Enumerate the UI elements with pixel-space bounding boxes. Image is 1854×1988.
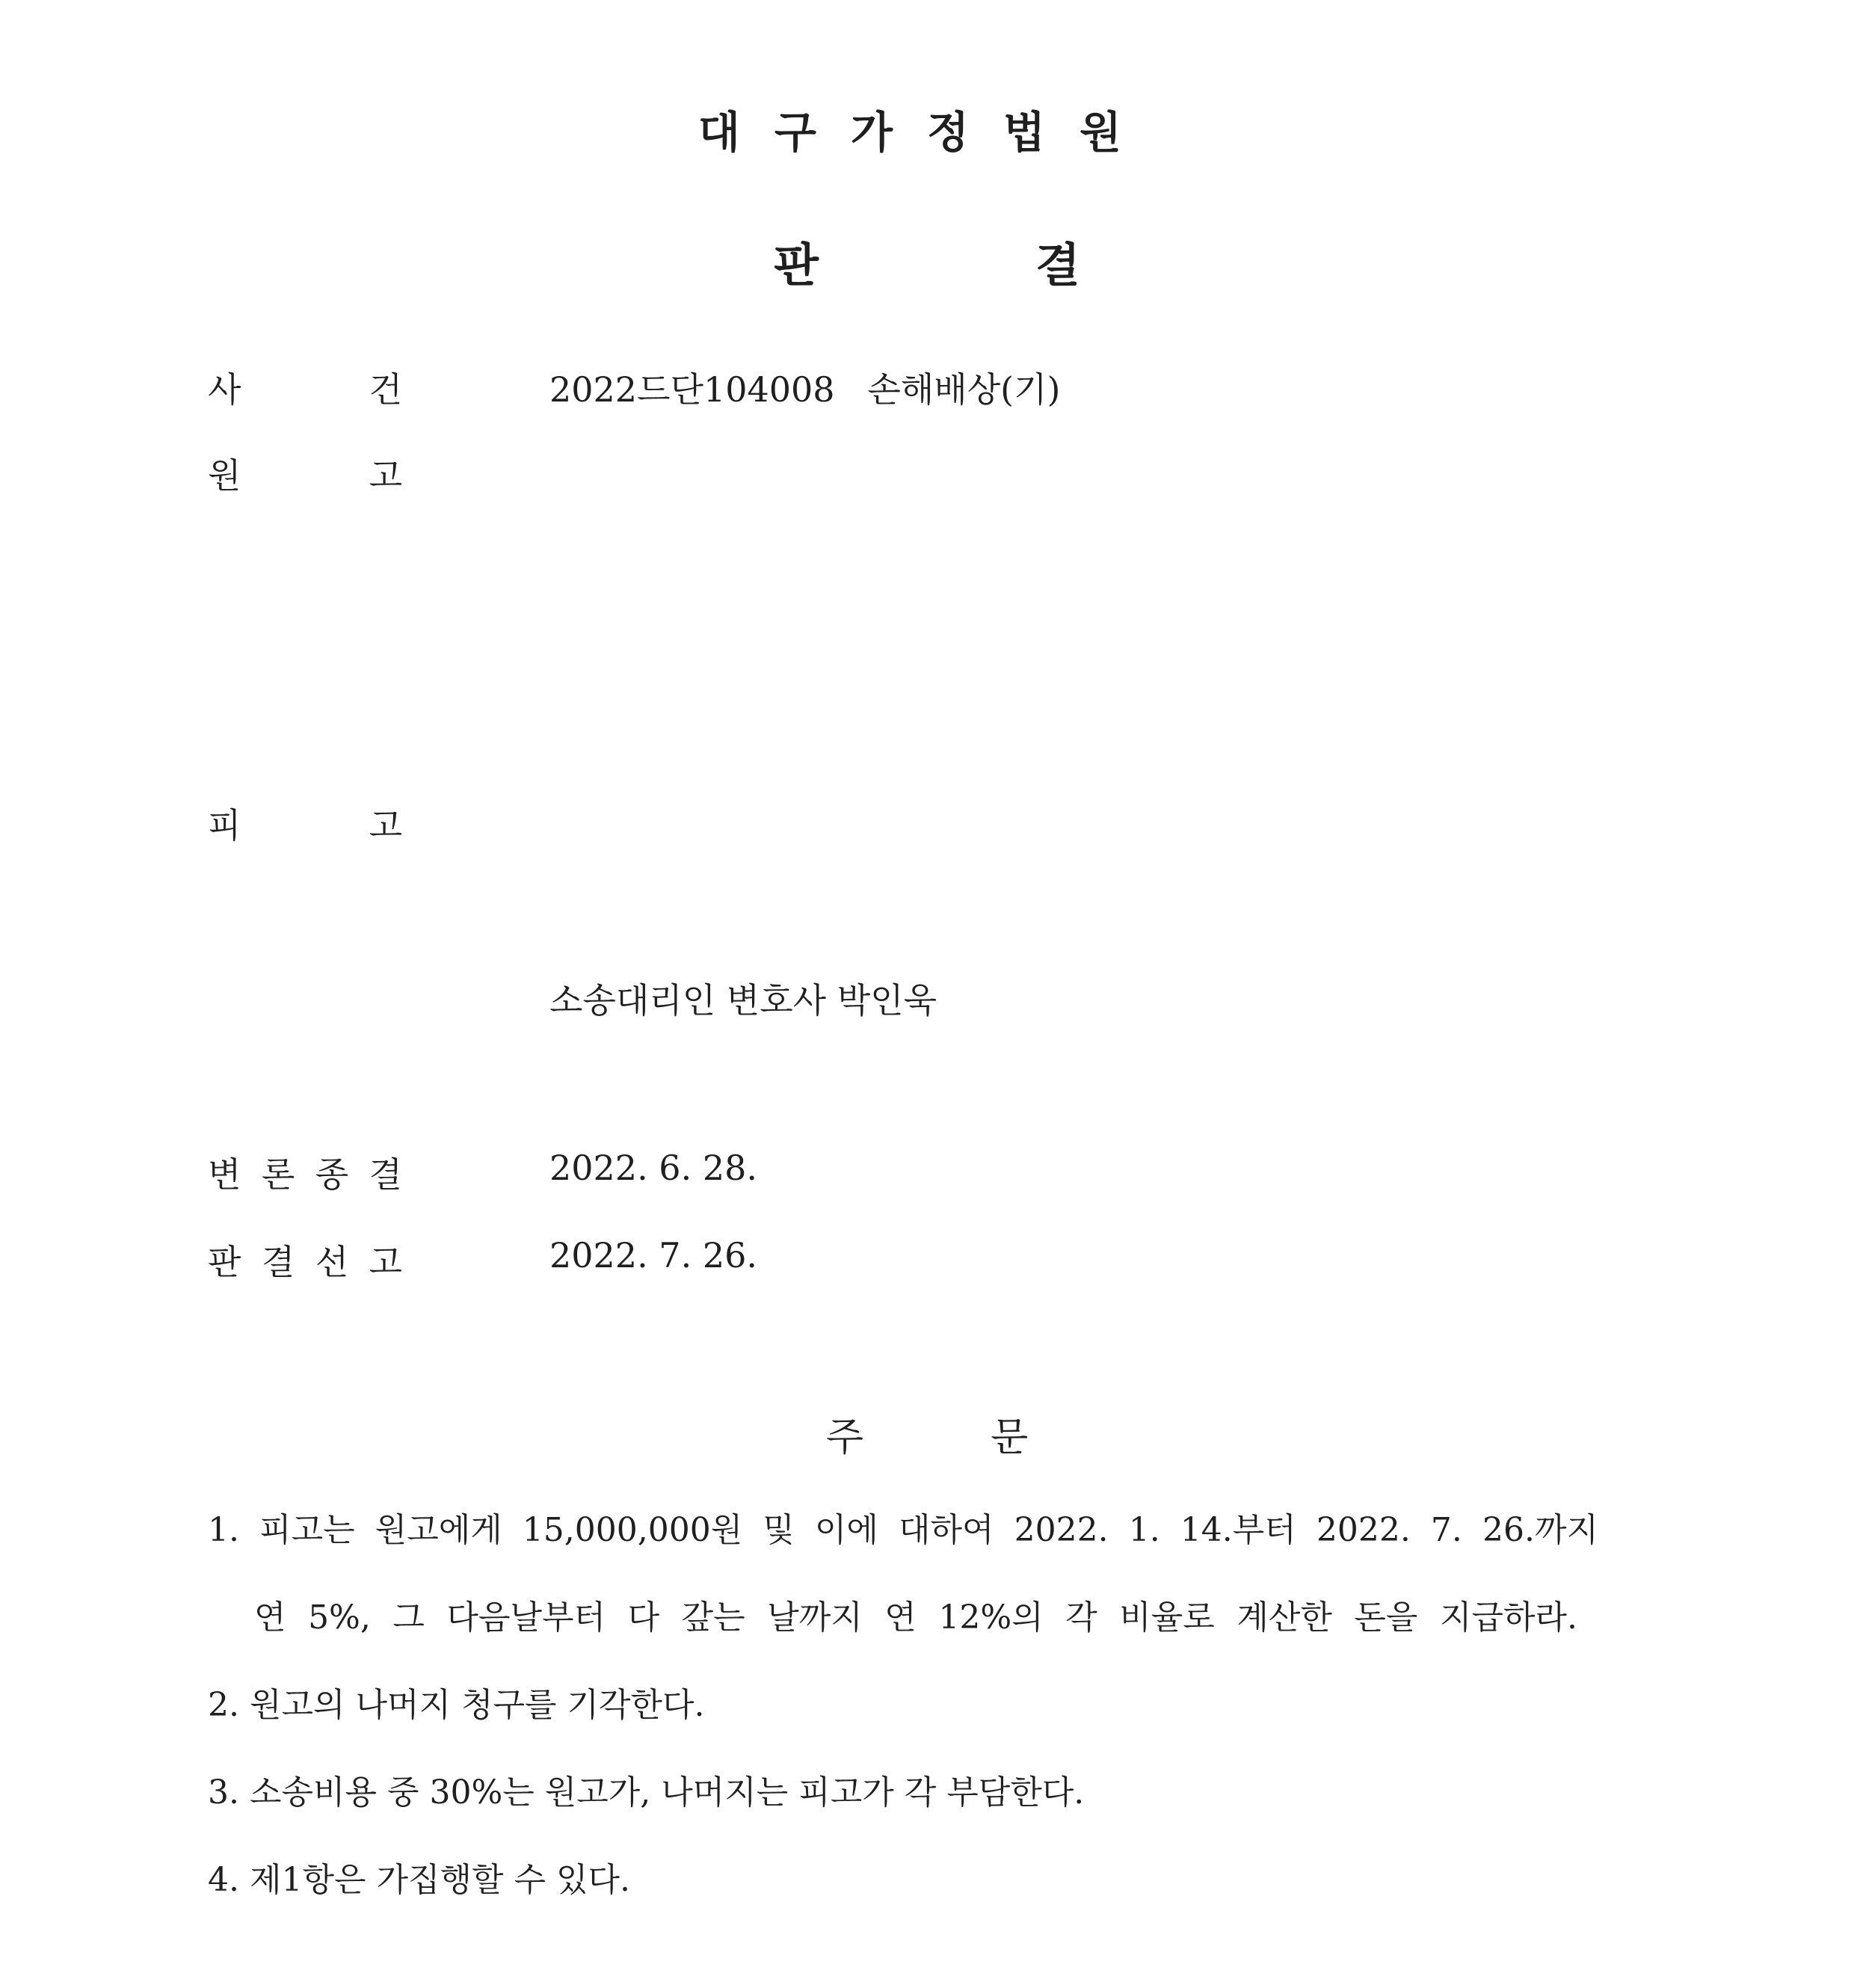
order-section-title: 주문 <box>825 1415 1156 1460</box>
case-label: 사 건 <box>208 369 402 410</box>
defendant-label: 피 고 <box>208 805 402 846</box>
document-type: 판결 <box>774 238 1297 292</box>
judgment-date-value: 2022. 7. 26. <box>549 1235 757 1275</box>
order-item-1: 1. 피고는 원고에게 15,000,000원 및 이에 대하여 2022. 1. 14.부터 2022. 7. 26.까지 <box>208 1511 1598 1549</box>
court-name: 대구가정법원 <box>697 107 1157 158</box>
order-item-2: 2. 원고의 나머지 청구를 기각한다. <box>208 1686 705 1724</box>
case-number-value: 2022드단104008 손해배상(기) <box>549 369 1061 410</box>
judgment-date-label: 판 결 선 고 <box>208 1242 402 1282</box>
attorney-value: 소송대리인 변호사 박인욱 <box>549 980 937 1021</box>
order-item-4: 4. 제1항은 가집행할 수 있다. <box>208 1861 630 1899</box>
plaintiff-label: 원 고 <box>208 455 402 496</box>
hearing-closed-label: 변 론 종 결 <box>208 1154 402 1195</box>
order-item-1-continued: 연 5%, 그 다음날부터 다 갚는 날까지 연 12%의 각 비율로 계산한 돈을 지급하라. <box>254 1598 1577 1637</box>
hearing-closed-date: 2022. 6. 28. <box>549 1148 757 1188</box>
order-item-3: 3. 소송비용 중 30%는 원고가, 나머지는 피고가 각 부담한다. <box>208 1773 1085 1812</box>
